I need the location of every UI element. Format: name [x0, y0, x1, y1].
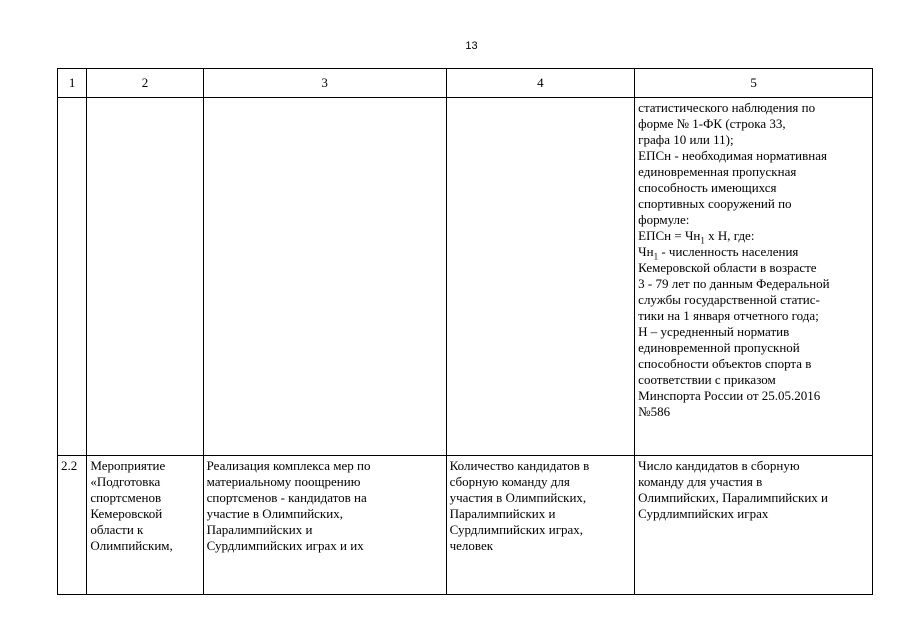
row1-cell-2: [87, 98, 203, 456]
formula-line: Н – усредненный норматив: [638, 324, 790, 339]
event-description-text: Реализация комплекса мер по материальному поощрению спортсменов - кандидатов на участие в Олимпийских, Паралимпийских и Сурдлимпийских играх и их: [206, 458, 371, 553]
formula-description: [638, 100, 869, 420]
formula-line: форме № 1-ФК (строка 33,: [638, 116, 786, 131]
formula-line: формуле:: [638, 212, 690, 227]
header-cell-4: 4: [446, 69, 635, 98]
table-header-row: [58, 69, 873, 98]
formula-line: соответствии с приказом: [638, 372, 776, 387]
formula-line: способности объектов спорта в: [638, 356, 812, 371]
row2-cell-2: [87, 456, 203, 595]
row2-number: [58, 456, 87, 595]
row1-cell-1: [58, 98, 87, 456]
row1-cell-5: [635, 98, 873, 456]
row2-cell-4: [446, 456, 635, 595]
formula-line: $Чн_1$ - численность населения: [638, 244, 799, 262]
formula-line: статистического наблюдения по: [638, 100, 816, 115]
header-cell-3: 3: [203, 69, 446, 98]
table-row: [58, 456, 873, 595]
row2-number-text: 2.2: [61, 458, 78, 473]
header-cell-5: 5: [635, 69, 873, 98]
formula-line: единовременной пропускной: [638, 340, 800, 355]
formula-line: единовременная пропускная: [638, 164, 797, 179]
formula-line: 3 - 79 лет по данным Федеральной: [638, 276, 830, 291]
formula-line: графа 10 или 11);: [638, 132, 734, 147]
row2-cell-5: [635, 456, 873, 595]
formula-line: ЕПСн = $Чн_1$ х Н, где:: [638, 228, 755, 246]
indicator-name-text: Количество кандидатов в сборную команду для участия в Олимпийских, Паралимпийских и Сурдлимпийских играх, человек: [449, 458, 590, 553]
row1-cell-3: [203, 98, 446, 456]
formula-line: спортивных сооружений по: [638, 196, 792, 211]
row2-cell-3: [203, 456, 446, 595]
formula-line: способность имеющихся: [638, 180, 777, 195]
header-cell-2: 2: [87, 69, 203, 98]
formula-line: Кемеровской области в возрасте: [638, 260, 817, 275]
row1-cell-4: [446, 98, 635, 456]
indicator-method-text: Число кандидатов в сборную команду для участия в Олимпийских, Паралимпийских и Сурдлимпийских играх: [638, 458, 828, 521]
formula-line: №586: [638, 404, 671, 419]
formula-line: Минспорта России от 25.05.2016: [638, 388, 821, 403]
formula-line: тики на 1 января отчетного года;: [638, 308, 819, 323]
document-table: [57, 68, 873, 595]
event-name-text: Мероприятие «Подготовка спортсменов Кемеровской области к Олимпийским,: [90, 458, 173, 553]
page-number: 13: [465, 40, 478, 52]
header-cell-1: 1: [58, 69, 87, 98]
formula-line: службы государственной статис-: [638, 292, 820, 307]
formula-line: ЕПСн - необходимая нормативная: [638, 148, 827, 163]
table-row: [58, 98, 873, 456]
